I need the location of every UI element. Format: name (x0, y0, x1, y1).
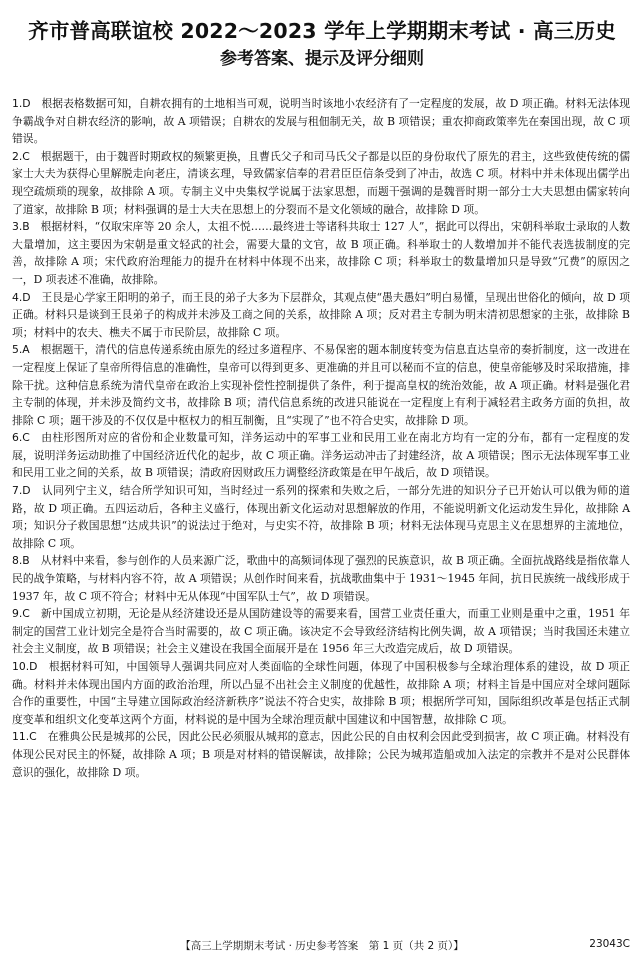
answer-explanation: 根据题干，清代的信息传递系统由原先的经过多道程序、不易保密的题本制度转变为信息直达皇帝的奏折制度，这一改进在一定程度上保证了皇帝所得信息的准确性，皇帝可以得到更多、更准确的并且可以秘而不宣的信息，使皇帝能够及时采取措施，排除干扰。这种信息系统为清代皇帝在政治上实现补偿性控制提供了条件，利于提高皇权的统治效能，故 A 项正确。材料是强化君主专制的体现，并未涉及简约文书，故排除 B 项；清代信息系统的改进只能说在一定程度上有利于减轻君主政务方面的负担，故排除 C 项；题干涉及的不仅仅是中枢权力的相互制衡，且“实现了”也不符合史实，故排除 D 项。 (12, 343, 631, 427)
answer-number: 11.C (12, 730, 37, 744)
answer-explanation: 在雅典公民是城邦的公民，因此公民必须服从城邦的意志，因此公民的自由权利会因此受到损害，故 C 项正确。材料没有体现公民对民主的怀疑，故排除 A 项；B 项是对材料的错误解读，故排除；公民为城邦造船或加入法定的宗教并不是对公民群体意识的强化，故排除 D 项。 (12, 730, 630, 779)
answer-item (12, 95, 630, 148)
answer-explanation: 新中国成立初期，无论是从经济建设还是从国防建设等的需要来看，国营工业责任重大，而重工业则是重中之重，1951 年制定的国营工业计划完全是符合当时需要的，故 C 项正确。该决定不会导致经济结构比例失调，故 A 项错误；当时我国还未建立社会主义制度，故 B 项错误；社会主义建设在我国全面展开是在 1956 年三大改造完成后，故 D 项错误。 (12, 607, 631, 656)
answer-item (12, 728, 630, 781)
answer-number: 6.C (12, 431, 30, 445)
document-subtitle: 参考答案、提示及评分细则 (220, 49, 424, 69)
answer-number: 4.D (12, 290, 31, 304)
answer-item (12, 658, 630, 728)
answer-list (12, 95, 630, 781)
answer-number: 1.D (12, 97, 31, 110)
answer-explanation: 根据题干，由于魏晋时期政权的频繁更换，且曹氏父子和司马氏父子都是以臣的身份取代了原先的君主，这些致使传统的儒家士大夫为获得心里解脱走向老庄，清谈玄理，导致儒家信奉的君君臣臣信条受到了冲击，故选 C 项。材料中并未体现出儒学出现空疏烦琐的现象，故排除 A 项。专制主义中央集权学说属于法家思想，而题干强调的是魏晋时期一部分士大夫思想由儒家转向了道家，故排除 B 项；材料强调的是士大夫在思想上的分裂而不是文化领域的融合，故排除 D 项。 (12, 149, 630, 216)
answer-number: 10.D (12, 660, 38, 673)
answer-number: 2.C (12, 149, 30, 163)
answer-explanation: 由柱形图所对应的省份和企业数量可知，洋务运动中的军事工业和民用工业在南北方均有一定的分布，都有一定程度的发展，说明洋务运动助推了中国经济近代化的起步，故 C 项正确。洋务运动冲击了封建经济，故 A 项错误；图示无法体现军事工业和民用工业之间的关系，故 B 项错误；清政府因财政压力调整经济政策是在甲午战后，故 D 项错误。 (12, 431, 631, 480)
answer-explanation: 根据材料可知，中国领导人强调共同应对人类面临的全球性问题，体现了中国积极参与全球治理体系的建设，故 D 项正确。材料并未体现出国内方面的政治治理，所以凸显不出社会主义制度的优越性，故排除 A 项；材料主旨是中国应对全球问题际合作的重要性，中国“主导建立国际政治经济新秩序”说法不符合史实，故排除 B 项；根据所学可知，国际组织改革是包括正式制度变革和组织文化变革这两个方面，材料说的是中国为全球治理贡献中国建议和中国智慧，故排除 C 项。 (12, 660, 630, 726)
answer-number: 5.A (12, 343, 30, 357)
answer-explanation: 根据表格数据可知，自耕农拥有的土地相当可观，说明当时该地小农经济有了一定程度的发展，故 D 项正确。材料无法体现争霸战争对自耕农经济的影响，故 A 项错误；自耕农的发展与租佃制无关，故 B 项错误；重农抑商政策率先在秦国出现，故 C 项错误。 (12, 97, 630, 146)
footer-code: 23043C (589, 938, 630, 950)
answer-number: 8.B (12, 554, 30, 568)
footer-page-info: 【高三上学期期末考试 · 历史参考答案 第 1 页（共 2 页）】 (180, 940, 464, 952)
answer-number: 9.C (12, 607, 30, 621)
answer-explanation: 根据材料，“仅取宋庠等 20 余人，太祖不悦……最终进士等诸科共取士 127 人”，据此可以得出，宋朝科举取士录取的人数大量增加，这主要因为宋朝是重文轻武的社会，需要大量的文官，故 B 项正确。科举取士的人数增加并不能代表选拔制度的完善，故排除 A 项；宋代政府治理能力的提升在材料中体现不出来，故排除 C 项；科举取士的数量增加只是导致“冗费”的原因之一，D 项表述不准确，故排除。 (12, 220, 630, 286)
answer-number: 7.D (12, 484, 31, 498)
answer-explanation: 认同列宁主义，结合所学知识可知，当时经过一系列的探索和失败之后，一部分先进的知识分子已开始认可以俄为师的道路，故 D 项正确。五四运动后，各种主义盛行，体现出新文化运动对思想解放的作用，不能说明新文化运动发生异化，故排除 A 项；知识分子救国思想“达成共识”的说法过于绝对，与史实不符，故排除 B 项；材料无法体现马克思主义在思想界的主流地位，故排除 C 项。 (12, 484, 630, 550)
answer-item (12, 289, 630, 342)
answer-item (12, 605, 630, 658)
answer-item (12, 218, 630, 288)
answer-item (12, 552, 630, 605)
answer-number: 3.B (12, 220, 30, 234)
answer-item (12, 482, 630, 552)
document-title: 齐市普高联谊校 2022～2023 学年上学期期末考试 · 高三历史 (28, 19, 616, 43)
answer-explanation: 王艮是心学家王阳明的弟子，而王艮的弟子大多为下层群众，其观点使“愚夫愚妇”明白易懂，呈现出世俗化的倾向，故 D 项正确。材料只是谈到王艮弟子的构成并未涉及工商之间的关系，故排除 A 项；反对君主专制为明末清初思想家的主张，故排除 B 项；材料中的农夫、樵夫不属于市民阶层，故排除 C 项。 (12, 290, 631, 339)
answer-item (12, 148, 630, 218)
answer-item (12, 429, 630, 482)
answer-explanation: 从材料中来看，参与创作的人员来源广泛，歌曲中的高频词体现了强烈的民族意识，故 B 项正确。全面抗战路线是指依靠人民的战争策略，与材料内容不符，故 A 项错误；从创作时间来看，抗战歌曲集中于 1931～1945 年间，抗日民族统一战线形成于 1937 年，故 C 项不符合；材料中无从体现“中国军队士气”，故 D 项错误。 (12, 554, 631, 603)
answer-item (12, 341, 630, 429)
